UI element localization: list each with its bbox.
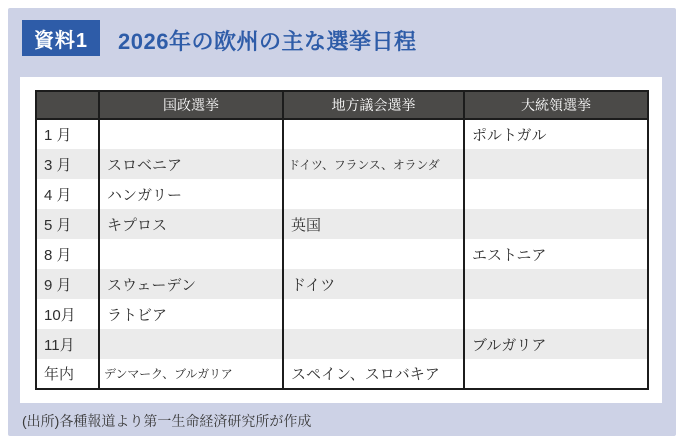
- table-row: [36, 209, 648, 239]
- month-cell: 10月: [44, 306, 76, 324]
- source-note: (出所)各種報道より第一生命経済研究所が作成: [22, 413, 312, 429]
- month-cell: 5 月: [36, 209, 99, 239]
- local-election-cell: ドイツ、フランス、オランダ: [283, 149, 464, 179]
- table-row: [36, 269, 648, 299]
- presidential-election-cell: [464, 299, 648, 329]
- presidential-election-cell: [464, 209, 648, 239]
- table-row: [36, 179, 648, 209]
- presidential-election-cell: ブルガリア: [464, 329, 648, 359]
- table-row: [36, 149, 648, 179]
- presidential-election-cell: エストニア: [464, 239, 648, 269]
- column-header-presidential-election: 大統領選挙: [464, 91, 648, 119]
- month-cell: 1 月: [44, 127, 72, 144]
- table-row: [36, 239, 648, 269]
- national-election-cell: [99, 119, 283, 149]
- presidential-election-cell: [464, 359, 648, 389]
- month-cell: 3 月: [36, 149, 99, 179]
- local-election-cell: [283, 119, 464, 149]
- national-election-cell: スロベニア: [99, 149, 283, 179]
- table-row: [36, 329, 648, 359]
- table-row: [36, 299, 648, 329]
- election-schedule-table: [35, 90, 649, 390]
- local-election-cell: ドイツ: [283, 269, 464, 299]
- column-header-national-election: 国政選挙: [99, 91, 283, 119]
- national-election-cell: ハンガリー: [99, 179, 283, 209]
- table-card: [20, 77, 662, 403]
- national-election-cell: スウェーデン: [99, 269, 283, 299]
- local-election-cell: [283, 239, 464, 269]
- exhibit-badge: 資料1: [22, 20, 100, 56]
- national-election-cell: キプロス: [99, 209, 283, 239]
- column-header-month: [36, 91, 99, 119]
- local-election-cell: [283, 299, 464, 329]
- table-header-row: [36, 91, 648, 119]
- page-title: 2026年の欧州の主な選挙日程: [118, 29, 417, 54]
- local-election-cell: スペイン、スロバキア: [283, 359, 464, 389]
- document-panel: [8, 8, 676, 436]
- national-election-cell: [99, 329, 283, 359]
- column-header-local-assembly-election: 地方議会選挙: [283, 91, 464, 119]
- national-election-cell: デンマーク、ブルガリア: [99, 359, 283, 389]
- national-election-cell: [99, 239, 283, 269]
- local-election-cell: [283, 329, 464, 359]
- table-row: [36, 119, 648, 149]
- presidential-election-cell: [464, 269, 648, 299]
- local-election-cell: [283, 179, 464, 209]
- presidential-election-cell: ポルトガル: [464, 119, 648, 149]
- month-cell: 8 月: [44, 246, 72, 264]
- month-cell: 11月: [36, 329, 99, 359]
- month-cell: 年内: [44, 366, 75, 383]
- month-cell: 4 月: [44, 186, 72, 204]
- presidential-election-cell: [464, 149, 648, 179]
- presidential-election-cell: [464, 179, 648, 209]
- national-election-cell: ラトビア: [99, 299, 283, 329]
- month-cell: 9 月: [36, 269, 99, 299]
- local-election-cell: 英国: [283, 209, 464, 239]
- table-row: [36, 359, 648, 389]
